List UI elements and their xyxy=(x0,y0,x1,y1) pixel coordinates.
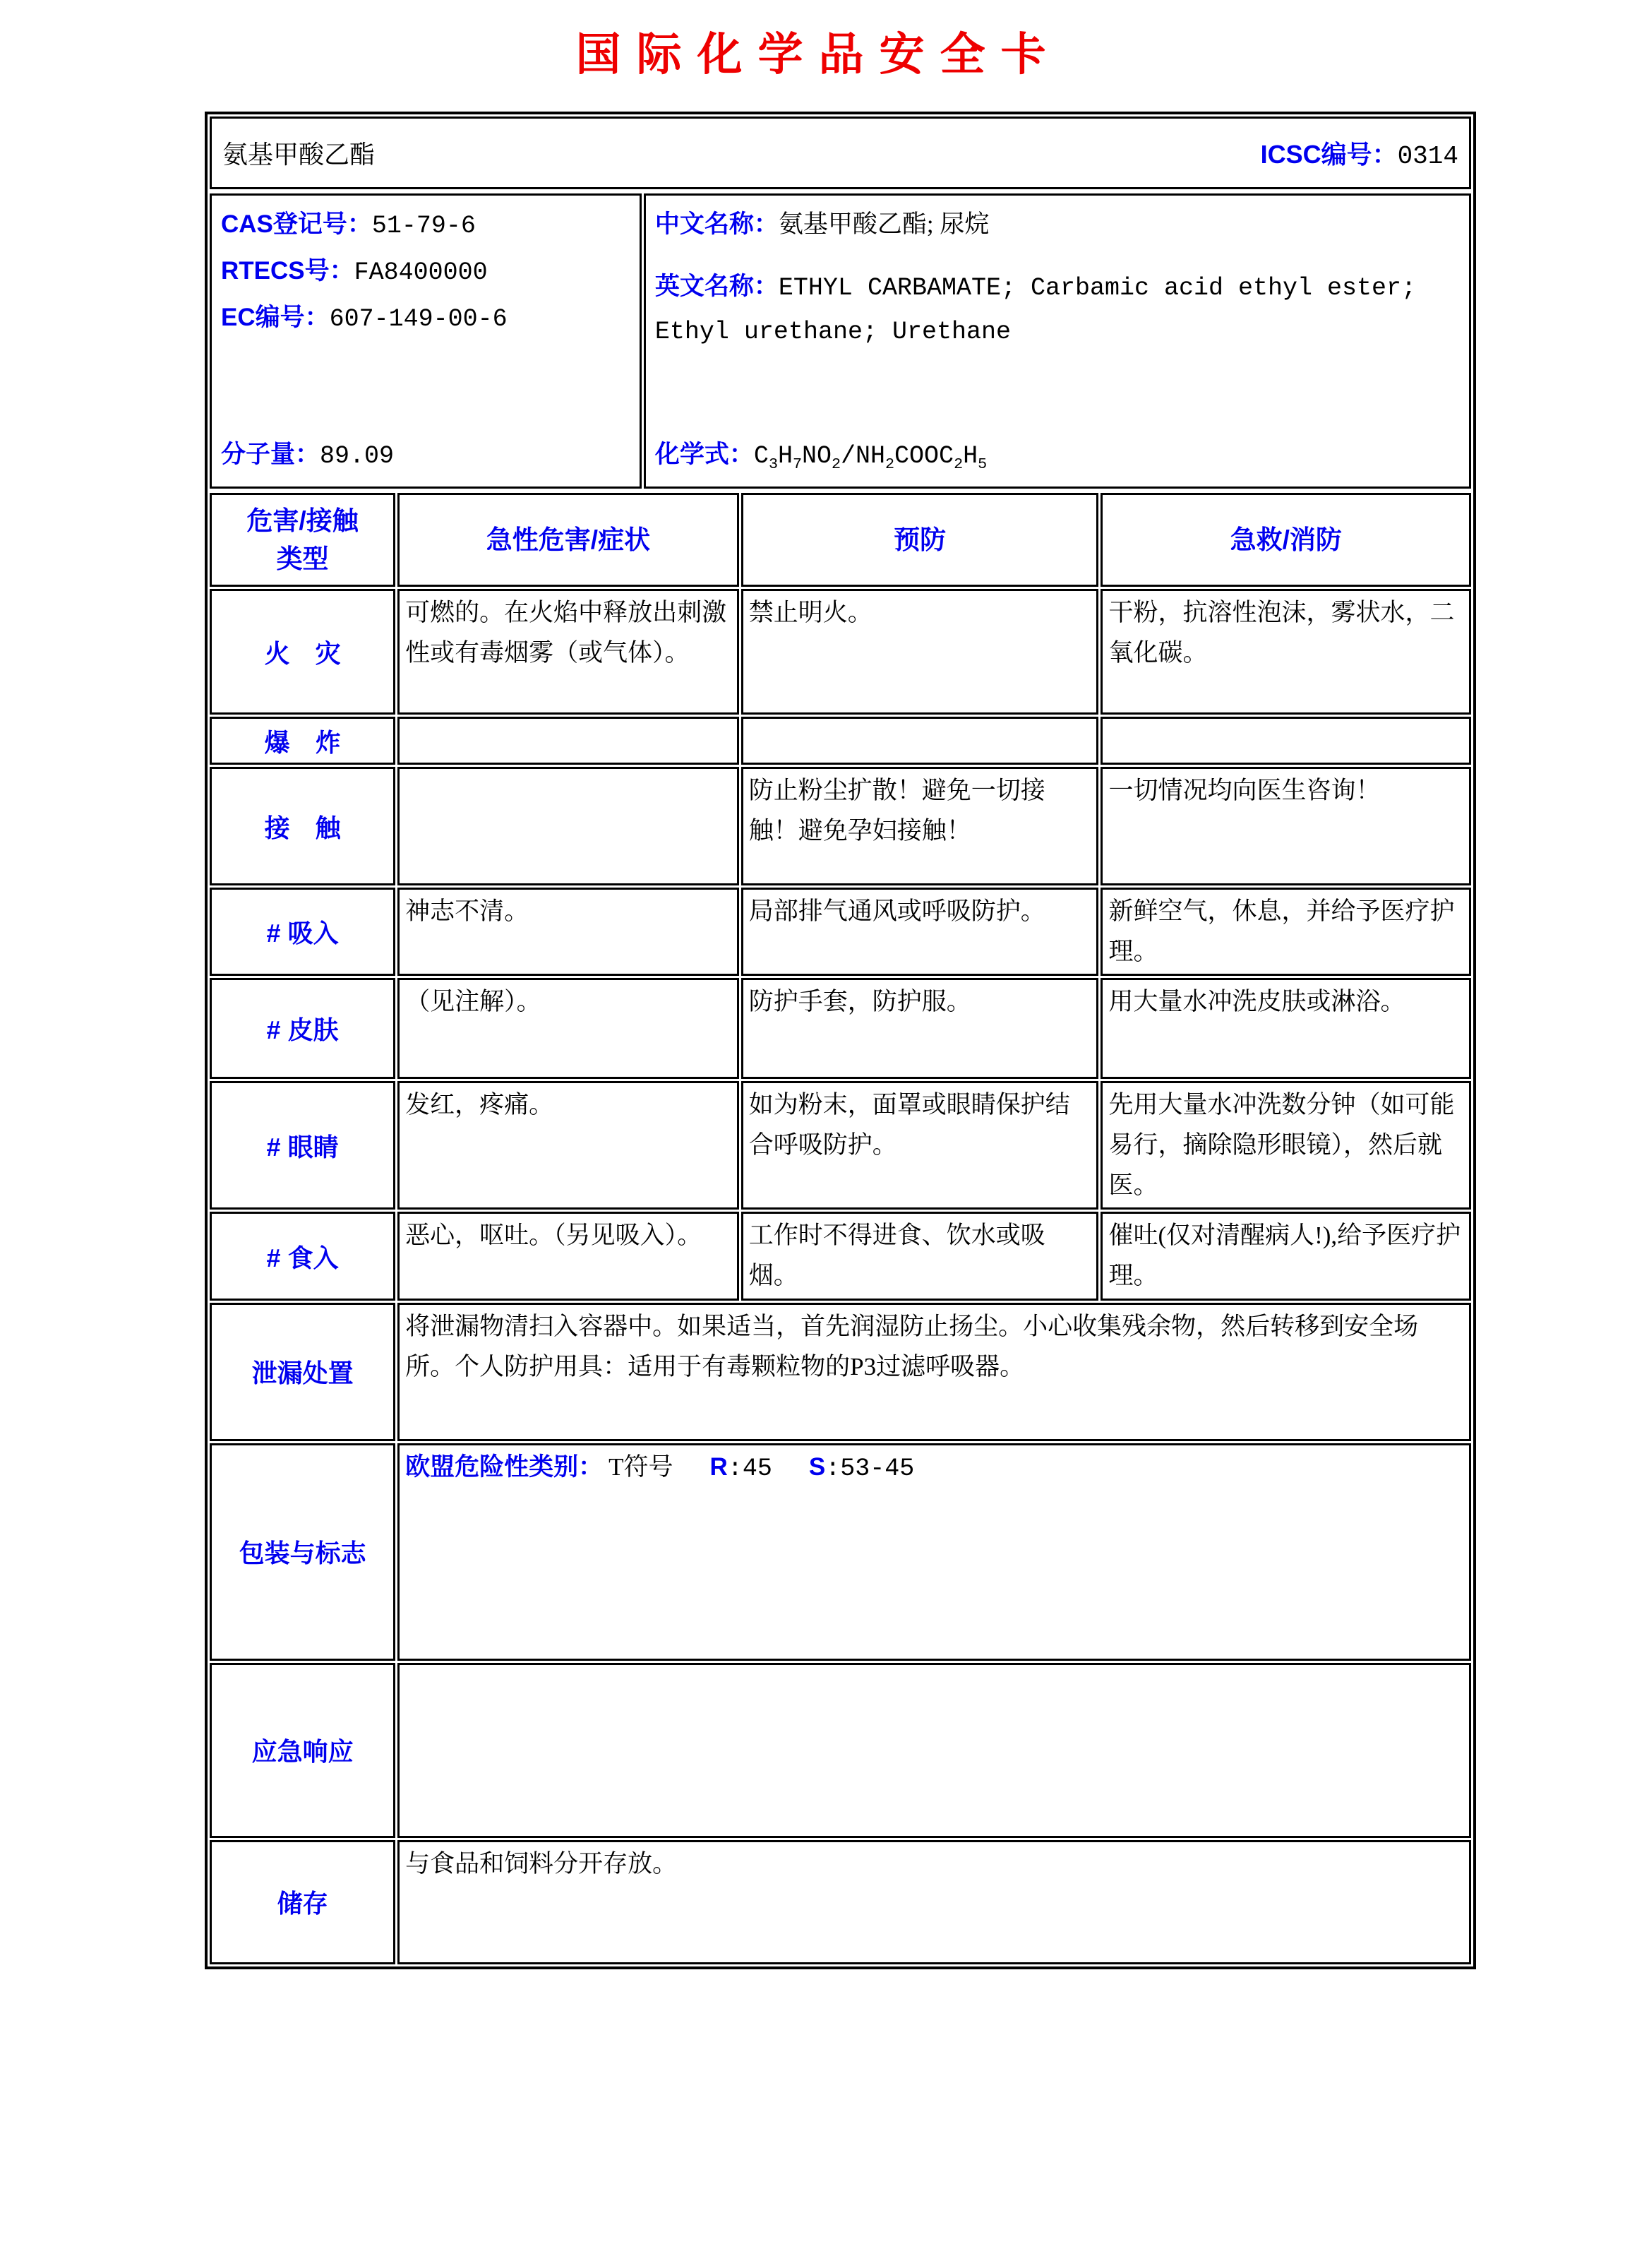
storage-content-cell: 与食品和饲料分开存放。 xyxy=(397,1840,1471,1964)
skin-symptoms-cell: （见注解）。 xyxy=(397,978,739,1079)
ec-number-label: EC编号： xyxy=(221,304,330,331)
hazard-row-explosion xyxy=(210,717,1471,765)
identification-table xyxy=(208,191,1473,491)
header-table xyxy=(208,114,1473,191)
hazard-header-row xyxy=(210,493,1471,587)
ingestion-type-label: # 食入 xyxy=(210,1212,395,1300)
chinese-name-line xyxy=(655,202,1460,247)
explosion-type-label: 爆 炸 xyxy=(210,717,395,765)
hazard-table xyxy=(208,491,1473,1966)
ec-number-value: 607-149-00-6 xyxy=(329,305,508,333)
inhalation-symptoms-cell: 神志不清。 xyxy=(397,888,739,976)
chinese-name-label: 中文名称： xyxy=(654,210,779,238)
column-header-type-line2: 类型 xyxy=(276,544,329,573)
fire-response-cell: 干粉，抗溶性泡沫，雾状水，二氧化碳。 xyxy=(1101,589,1471,715)
chemical-formula-line xyxy=(655,432,1460,479)
hazard-row-inhalation xyxy=(210,888,1471,976)
hazard-row-eyes xyxy=(210,1081,1471,1210)
identification-row xyxy=(210,193,1471,489)
exposure-response-cell: 一切情况均向医生咨询！ xyxy=(1101,767,1471,885)
cas-number-label: CAS登记号： xyxy=(221,210,372,238)
molecular-weight-value: 89.09 xyxy=(320,442,395,470)
emergency-response-row xyxy=(210,1663,1471,1838)
column-header-type xyxy=(210,493,395,587)
exposure-type-label: 接 触 xyxy=(210,767,395,885)
header-row xyxy=(210,117,1471,189)
icsc-card xyxy=(205,112,1476,1969)
page-title: 国际化学品安全卡 xyxy=(575,28,1062,81)
english-name-label: 英文名称： xyxy=(654,273,779,300)
hazard-row-fire xyxy=(210,589,1471,715)
storage-row xyxy=(210,1840,1471,1964)
packaging-row xyxy=(210,1443,1471,1661)
icsc-number-field xyxy=(1261,135,1458,171)
skin-prevention-cell: 防护手套，防护服。 xyxy=(741,978,1099,1079)
hazard-row-skin xyxy=(210,978,1471,1079)
storage-type-label: 储存 xyxy=(210,1840,395,1964)
english-name-value: ETHYL CARBAMATE; Carbamic acid ethyl ester; Ethyl urethane; Urethane xyxy=(654,274,1417,346)
identification-left-column xyxy=(212,196,639,486)
identification-right-cell xyxy=(644,193,1471,489)
r-phrase-label: R xyxy=(709,1452,728,1481)
fire-symptoms-cell: 可燃的。在火焰中释放出刺激性或有毒烟雾（或气体）。 xyxy=(397,589,739,715)
chemical-formula-value: $C_3H_7NO_2/NH_2COOC_2H_5$ xyxy=(753,442,988,473)
inhalation-prevention-cell: 局部排气通风或呼吸防护。 xyxy=(741,888,1099,976)
emergency-response-content-cell xyxy=(397,1663,1471,1838)
header-row-cell xyxy=(210,117,1471,189)
chemical-formula-label: 化学式： xyxy=(654,441,754,468)
rtecs-number-value: FA8400000 xyxy=(354,258,488,287)
rtecs-number-line xyxy=(221,249,630,295)
exposure-symptoms-cell xyxy=(397,767,739,885)
ingestion-symptoms-cell: 恶心，呕吐。（另见吸入）。 xyxy=(397,1212,739,1300)
explosion-response-cell xyxy=(1101,717,1471,765)
english-name-line xyxy=(655,265,1460,353)
packaging-type-label: 包装与标志 xyxy=(210,1443,395,1661)
chinese-name-value: 氨基甲酸乙酯; 尿烷 xyxy=(778,210,990,238)
spillage-row xyxy=(210,1303,1471,1441)
column-header-type-line1: 危害/接触 xyxy=(246,506,359,535)
spillage-content-cell: 将泄漏物清扫入容器中。如果适当，首先润湿防止扬尘。小心收集残余物，然后转移到安全场所。个人防护用具：适用于有毒颗粒物的P3过滤呼吸器。 xyxy=(397,1303,1471,1441)
packaging-content-cell xyxy=(397,1443,1471,1661)
substance-name: 氨基甲酸乙酯 xyxy=(222,141,376,169)
skin-type-label: # 皮肤 xyxy=(210,978,395,1079)
fire-type-label: 火 灾 xyxy=(210,589,395,715)
explosion-symptoms-cell xyxy=(397,717,739,765)
icsc-number-label: ICSC编号： xyxy=(1260,140,1398,169)
eyes-response-cell: 先用大量水冲洗数分钟（如可能易行，摘除隐形眼镜），然后就医。 xyxy=(1101,1081,1471,1210)
rtecs-number-label: RTECS号： xyxy=(221,257,354,285)
ingestion-prevention-cell: 工作时不得进食、饮水或吸烟。 xyxy=(741,1212,1099,1300)
column-header-prevention: 预防 xyxy=(741,493,1099,587)
skin-response-cell: 用大量水冲洗皮肤或淋浴。 xyxy=(1101,978,1471,1079)
header-row-content xyxy=(212,119,1468,186)
eu-hazard-symbol: T符号 xyxy=(608,1452,673,1481)
spillage-type-label: 泄漏处置 xyxy=(210,1303,395,1441)
hazard-row-exposure xyxy=(210,767,1471,885)
eu-hazard-class-label: 欧盟危险性类别： xyxy=(405,1452,604,1481)
s-phrase-label: S xyxy=(808,1452,826,1481)
column-header-response: 急救/消防 xyxy=(1101,493,1471,587)
icsc-number-value: 0314 xyxy=(1397,142,1458,171)
ingestion-response-cell: 催吐(仅对清醒病人!),给予医疗护理。 xyxy=(1101,1212,1471,1300)
s-phrase-value: :53-45 xyxy=(825,1454,915,1483)
emergency-response-type-label: 应急响应 xyxy=(210,1663,395,1838)
eyes-symptoms-cell: 发红，疼痛。 xyxy=(397,1081,739,1210)
inhalation-type-label: # 吸入 xyxy=(210,888,395,976)
inhalation-response-cell: 新鲜空气，休息，并给予医疗护理。 xyxy=(1101,888,1471,976)
exposure-prevention-cell: 防止粉尘扩散！避免一切接触！避免孕妇接触！ xyxy=(741,767,1099,885)
hazard-row-ingestion xyxy=(210,1212,1471,1300)
column-header-symptoms: 急性危害/症状 xyxy=(397,493,739,587)
identification-left-cell xyxy=(210,193,642,489)
molecular-weight-line xyxy=(221,432,630,479)
eyes-type-label: # 眼睛 xyxy=(210,1081,395,1210)
fire-prevention-cell: 禁止明火。 xyxy=(741,589,1099,715)
eyes-prevention-cell: 如为粉末，面罩或眼睛保护结合呼吸防护。 xyxy=(741,1081,1099,1210)
ec-number-line xyxy=(221,295,630,342)
explosion-prevention-cell xyxy=(741,717,1099,765)
cas-number-value: 51-79-6 xyxy=(371,212,476,240)
identification-right-column xyxy=(647,196,1468,486)
r-phrase-value: :45 xyxy=(727,1454,772,1483)
cas-number-line xyxy=(221,202,630,249)
molecular-weight-label: 分子量： xyxy=(221,441,320,468)
